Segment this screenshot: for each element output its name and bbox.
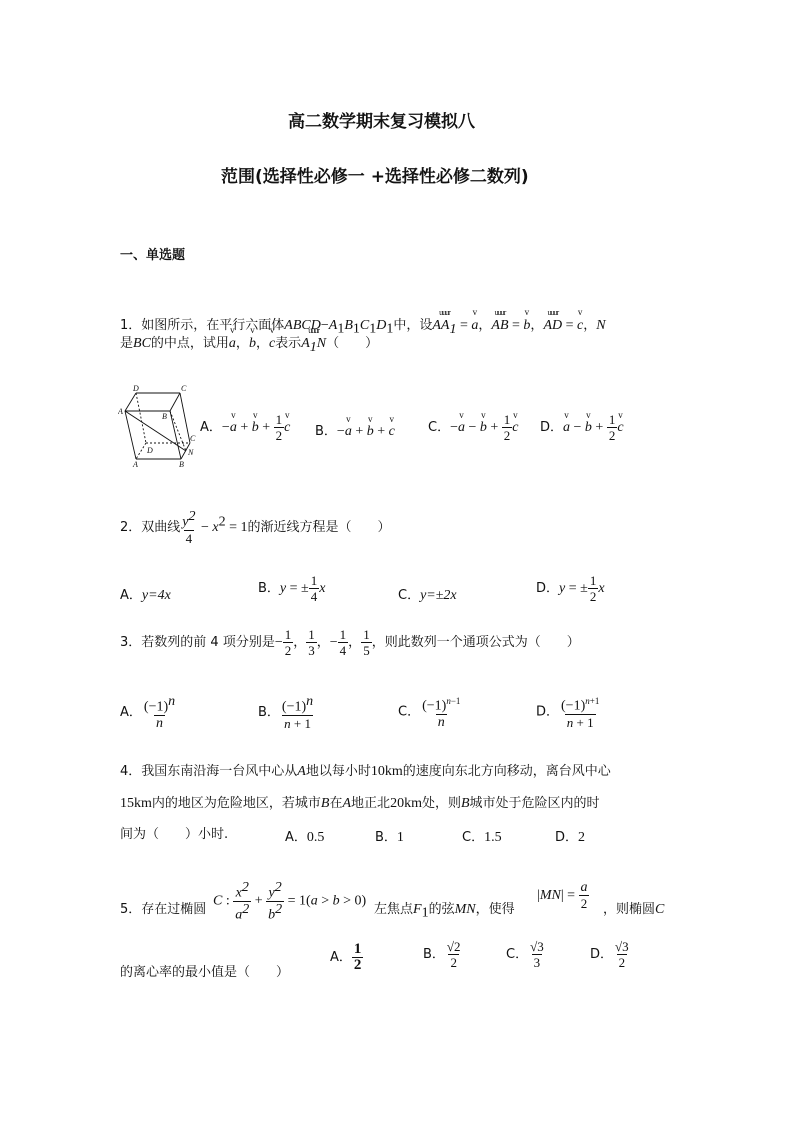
question-4-option-b[interactable]: B．1 [375,830,404,845]
figure-label: B [162,412,167,421]
question-5-text-e: ，则椭圆C [603,902,665,917]
question-text: ，则此数列一个通项公式为（ ） [371,635,580,650]
math-mid: BC [133,336,151,351]
question-4-option-a[interactable]: A．0.5 [285,830,325,845]
question-1-option-c[interactable]: C．−v a − v b + $\frac{1}{2}$ v c [428,412,519,443]
question-3-option-b[interactable]: B． $\frac{(-1)^n}{n + 1}$ [258,694,314,731]
question-5-text: 左焦点$F_1$的弦MN，使得 [374,902,515,921]
question-4-option-c[interactable]: C．1.5 [462,830,502,845]
question-2-option-a[interactable]: A．y=4x [120,588,171,603]
question-5-line-2: 的离心率的最小值是（ ） [120,965,290,980]
math-shape: ABCD [284,318,321,333]
math-shape-2: A [328,318,338,333]
question-text: 中，设 [393,318,433,333]
question-1-option-b[interactable]: B．−v a + v b + v c [315,420,395,440]
page-subtitle: 范围(选择性必修一 +选择性必修二数列) [221,167,529,187]
question-text: 表示 [275,336,302,351]
question-3-option-d[interactable]: D． $\frac{(-1)^{n+1}}{n + 1}$ [536,696,600,730]
question-2: 2．双曲线 $\frac{y^2}{4}$ − $x^2 = 1$的渐近线方程是（ ） [120,509,391,546]
figure-label: D [133,384,139,393]
question-5-option-a[interactable]: A． $\frac{1}{2}$ [330,941,362,973]
question-4-line-1: 4．我国东南沿海一台风中心从A地以每小时10km的速度向东北方向移动，离台风中心 [120,764,611,779]
figure-label: C [181,384,187,393]
question-5-option-b[interactable]: B． $\frac{√2}{2}$ [423,939,461,970]
question-text: 双曲线 [141,519,181,535]
figure-label: C [190,434,196,443]
section-heading: 一、单选题 [120,248,186,263]
question-number: 2． [120,519,142,535]
question-text: 如图所示，在平行六面体 [141,318,285,333]
figure-label: A [118,407,123,416]
question-1-line-2: 是BC的中点，试用v a，v b，v c表示uuur $A_1N$（ ） [120,335,378,357]
figure-label: B [179,460,184,469]
question-3: 3．若数列的前 4 项分别是− $\frac{1}{2}$ ， $\frac{1}{3}$ ，− $\frac{1}{4}$ ， $\frac{1}{5}$ ，则此数列一个通项公式为（ ） [120,627,580,658]
question-number: 3． [120,635,142,650]
question-2-option-c[interactable]: C．y=±2x [398,588,457,603]
page-title: 高二数学期末复习模拟八 [288,112,475,132]
question-5-option-d[interactable]: D． $\frac{√3}{2}$ [590,939,629,970]
question-2-option-d[interactable]: D．y = ± $\frac{1}{2}$ x [536,573,605,604]
question-text: 的中点，试用 [150,336,229,351]
question-2-option-b[interactable]: B．y = ± $\frac{1}{4}$ x [258,573,326,604]
question-5-option-c[interactable]: C． $\frac{√3}{3}$ [506,939,544,970]
question-number: 4． [120,764,142,779]
question-5-ellipse: C : $\frac{x^2}{a^2}$ + $\frac{y^2}{b^2}$ = 1(a > b > 0) [213,880,367,923]
question-text: 若数列的前 4 项分别是 [141,635,275,650]
figure-label: A [133,460,138,469]
question-1-option-a[interactable]: A．−v a + v b + $\frac{1}{2}$ v c [200,412,290,443]
question-1-line-1: 1．如图所示，在平行六面体$ABCD-A_1B_1C_1D_1$中，设uuur $AA_1 = v$ a，uuur AB = v b，uuur AD = v c，N [120,317,606,339]
question-text: 的渐近线方程是（ ） [247,519,391,535]
question-paren: （ ） [326,336,379,351]
math-n: N [596,318,606,333]
question-4-line-3: 间为（ ）小时. [120,827,229,842]
figure-label: N [188,448,194,457]
question-5-condition: |MN| = $\frac{a}{2}$ [537,880,588,911]
question-4-line-2: 15km内的地区为危险地区，若城市B在A地正北20km处，则B城市处于危险区内的时 [120,796,600,811]
question-4-option-d[interactable]: D．2 [555,830,586,845]
question-number: 1． [120,318,142,333]
question-3-option-a[interactable]: A． $\frac{(-1)^n}{n}$ [120,694,176,731]
parallelepiped-figure [118,383,200,469]
question-5-number: 5．存在过椭圆 [120,902,207,917]
question-1-option-d[interactable]: D．v a − v b + $\frac{1}{2}$ v c [540,412,624,443]
question-3-option-c[interactable]: C． $\frac{(-1)^{n-1}}{n}$ [398,696,461,730]
figure-label: D [147,446,153,455]
question-text: 是 [120,336,134,351]
